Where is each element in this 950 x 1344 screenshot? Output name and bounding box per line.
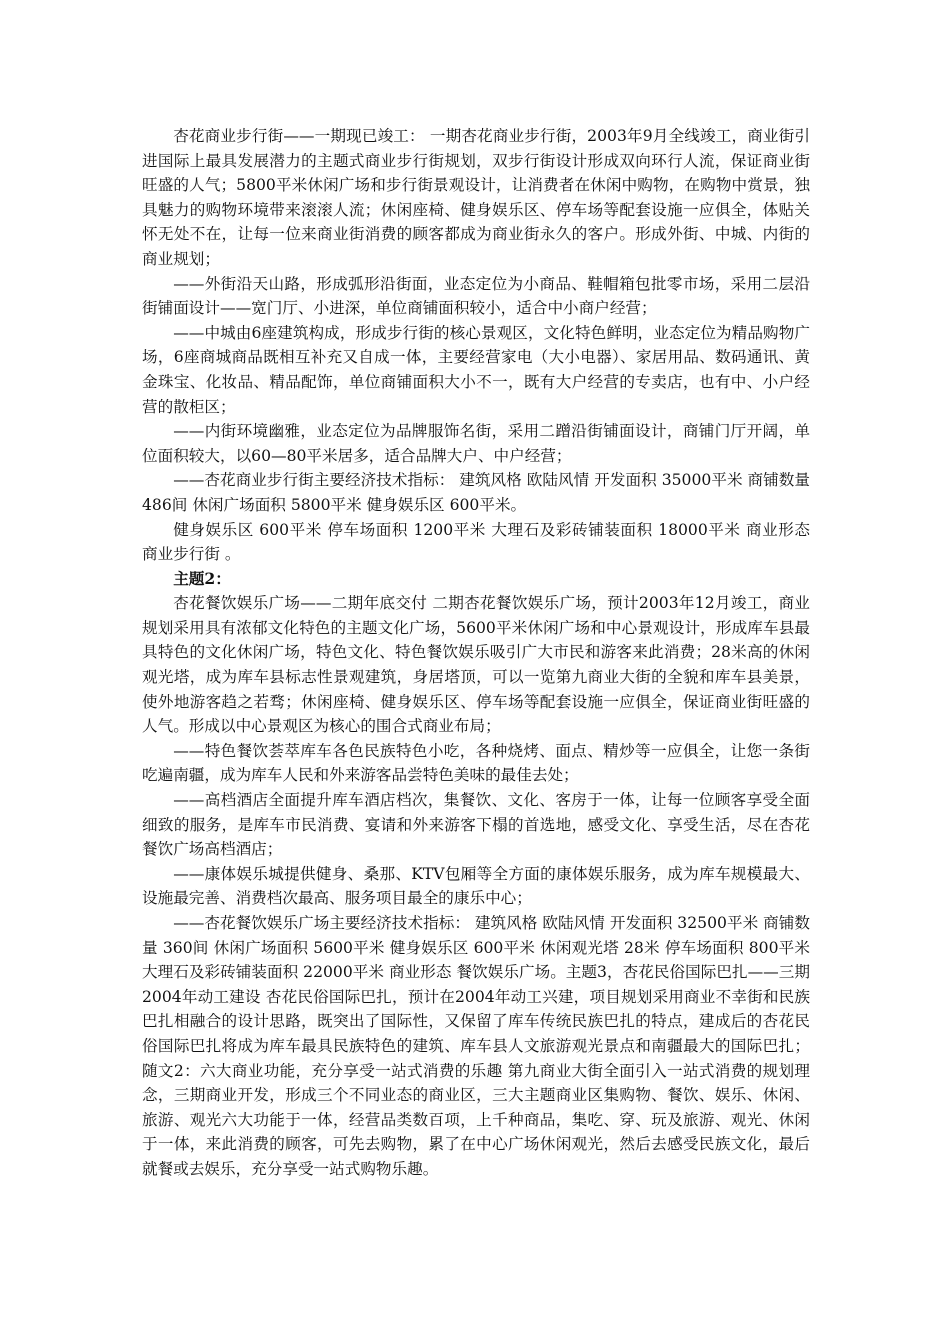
paragraph-phase1-indicators: ——杏花商业步行街主要经济技术指标： 建筑风格 欧陆风情 开发面积 35000平米 商铺数量 486间 休闲广场面积 5800平米 健身娱乐区 600平米。 [142, 471, 810, 514]
document-page [142, 124, 810, 1182]
paragraph-recreation: ——康体娱乐城提供健身、桑那、KTV包厢等全方面的康体娱乐服务，成为库车规模最大、设施最完善、消费档次最高、服务项目最全的康乐中心； [142, 864, 810, 908]
paragraph-phase2-intro: 杏花餐饮娱乐广场——二期年底交付 二期杏花餐饮娱乐广场，预计2003年12月竣工，商业规划采用具有浓郁文化特色的主题文化广场，5600平米休闲广场和中心景观设计，形成库车县最具特色的文化休闲广场，特色文化、特色餐饮娱乐吸引广大市民和游客来此消费；28米高的休闲观光塔，成为库车县标志性景观建筑，身居塔顶，可以一览第九商业大街的全貌和库车县美景，使外地游客趋之若骛；休闲座椅、健身娱乐区、停车场等配套设施一应俱全，保证商业街旺盛的人气。形成以中心景观区为核心的围合式商业布局； [142, 594, 810, 736]
paragraph-phase2-indicators-and-phase3: ——杏花餐饮娱乐广场主要经济技术指标： 建筑风格 欧陆风情 开发面积 32500平米 商铺数量 360间 休闲广场面积 5600平米 健身娱乐区 600平米 休闲观光塔 28米 停车场面积 800平米 大理石及彩砖铺装面积 22000平米 商业形态 餐饮娱乐广场。主题3，杏花民俗国际巴扎——三期2004年动工建设 杏花民俗国际巴扎，预计在2004年动工兴建，项目规划采用商业不幸街和民族巴扎相融合的设计思路，既突出了国际性，又保留了库车传统民族巴扎的特点，建成后的杏花民俗国际巴扎将成为库车最具民族特色的建筑、库车县人文旅游观光景点和南疆最大的国际巴扎； 随文2：六大商业功能，充分享受一站式消费的乐趣 第九商业大街全面引入一站式消费的规划理念，三期商业开发，形成三个不同业态的商业区，三大主题商业区集购物、餐饮、娱乐、休闲、旅游、观光六大功能于一体，经营品类数百项，上千种商品，集吃、穿、玩及旅游、观光、休闲于一体，来此消费的顾客，可先去购物，累了在中心广场休闲观光，然后去感受民族文化，最后就餐或去娱乐，充分享受一站式购物乐趣。 [142, 914, 810, 1178]
paragraph-outer-street: ——外街沿天山路，形成弧形沿街面，业态定位为小商品、鞋帽箱包批零市场，采用二层沿街铺面设计——宽门厅、小进深，单位商铺面积较小，适合中小商户经营； [142, 274, 810, 318]
paragraph-phase1-intro: 杏花商业步行街——一期现已竣工： 一期杏花商业步行街，2003年9月全线竣工，商业街引进国际上最具发展潜力的主题式商业步行街规划，双步行街设计形成双向环行人流，保证商业街旺盛的人气；5800平米休闲广场和步行街景观设计，让消费者在休闲中购物，在购物中赏景，独具魅力的购物环境带来滚滚人流；休闲座椅、健身娱乐区、停车场等配套设施一应俱全，体贴关怀无处不在，让每一位来商业街消费的顾客都成为商业街永久的客户。形成外街、中城、内街的商业规划； [142, 127, 810, 268]
paragraph-hotel: ——高档酒店全面提升库车酒店档次，集餐饮、文化、客房于一体，让每一位顾客享受全面细致的服务，是库车市民消费、宴请和外来游客下榻的首选地，感受文化、享受生活，尽在杏花餐饮广场高档酒店； [142, 791, 810, 859]
paragraph-inner-street: ——内街环境幽雅，业态定位为品牌服饰名街，采用二蹭沿街铺面设计，商铺门厅开阔，单位面积较大，以60—80平米居多，适合品牌大户、中户经营； [142, 422, 810, 465]
paragraph-phase1-indicators-cont: 健身娱乐区 600平米 停车场面积 1200平米 大理石及彩砖铺装面积 18000平米 商业形态 商业步行街 。 [142, 520, 810, 564]
paragraph-middle-city: ——中城由6座建筑构成，形成步行街的核心景观区，文化特色鲜明，业态定位为精品购物广场，6座商城商品既相互补充又自成一体，主要经营家电（大小电器）、家居用品、数码通讯、黄金珠宝、化妆品、精品配饰，单位商铺面积大小不一，既有大户经营的专卖店，也有中、小户经营的散柜区； [142, 323, 810, 416]
heading-theme-2: 主题2： [173, 568, 231, 588]
paragraph-food: ——特色餐饮荟萃库车各色民族特色小吃，各种烧烤、面点、精炒等一应俱全，让您一条街吃遍南疆，成为库车人民和外来游客品尝特色美味的最佳去处； [142, 741, 810, 785]
